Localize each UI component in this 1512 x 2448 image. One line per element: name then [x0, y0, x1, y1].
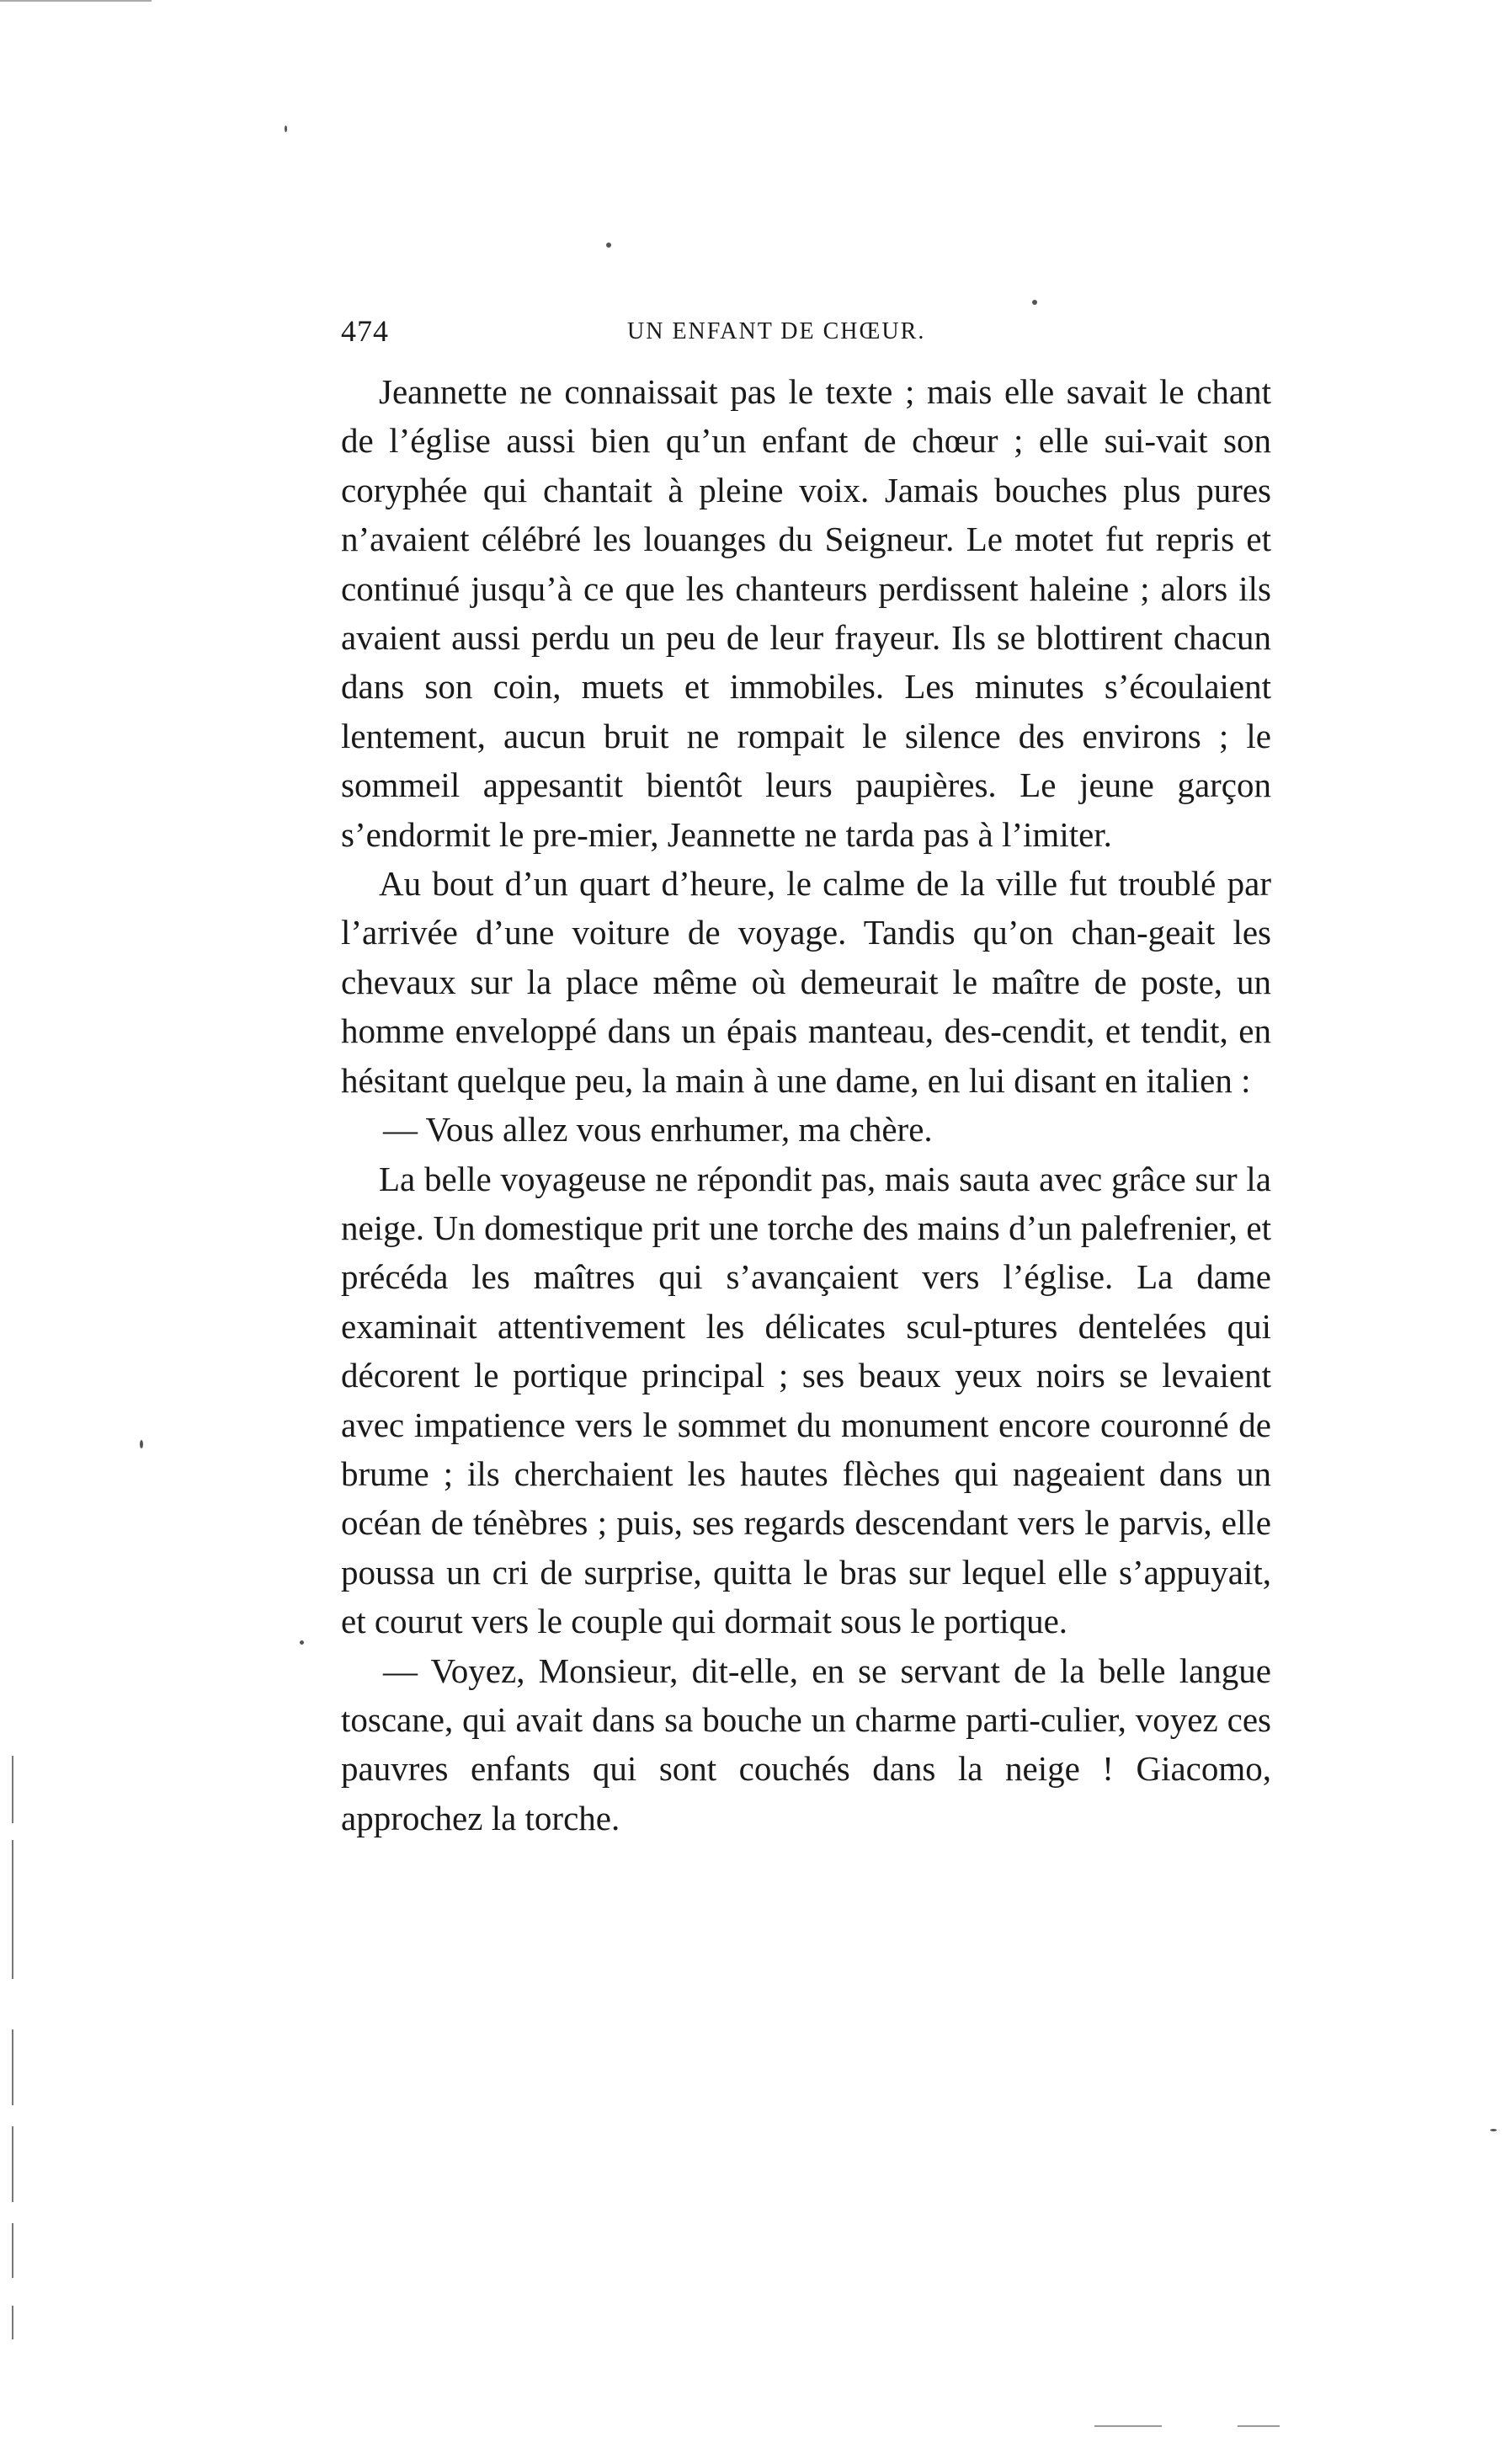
- paragraph: Au bout d’un quart d’heure, le calme de la ville fut troublé par l’arrivée d’une voiture de voyage. Tandis qu’on chan-geait les chevaux sur la place même où demeurait le maître de poste, un homme enveloppé dans un épais manteau, des-cendit, et tendit, en hésitant quelque peu, la main à une dame, en lui disant en italien :: [341, 864, 1271, 1100]
- margin-scan-line: [12, 1756, 13, 1823]
- margin-scan-line: [12, 2223, 13, 2278]
- dialogue-line: — Vous allez vous enrhumer, ma chère.: [383, 1110, 933, 1149]
- dialogue-line: — Voyez, Monsieur, dit-elle, en se servant de la belle langue toscane, qui avait dans sa bouche un charme parti-culier, voyez ces pauvres enfants qui sont couchés dans la neige ! Giacomo, approchez la torche.: [341, 1651, 1271, 1837]
- margin-scan-line: [12, 1840, 13, 1979]
- ink-speck: [606, 243, 611, 248]
- ink-speck: [1032, 300, 1037, 305]
- running-header: [341, 313, 1271, 355]
- ink-speck: [140, 1440, 143, 1448]
- body-text: [341, 367, 1271, 1843]
- margin-scan-line: [12, 2029, 13, 2105]
- scan-edge-mark: [1238, 2425, 1280, 2427]
- ink-speck: [300, 1640, 304, 1645]
- scan-edge-mark: [0, 0, 152, 2]
- ink-speck: [285, 125, 287, 132]
- margin-scan-line: [12, 2126, 13, 2202]
- page-number: 474: [341, 314, 389, 348]
- paragraph: Jeannette ne connaissait pas le texte ; mais elle savait le chant de l’église aussi bien qu’un enfant de chœur ; elle sui-vait son coryphée qui chantait à pleine voix. Jamais bouches plus pures n’avaient célébré les louanges du Seigneur. Le motet fut repris et continué jusqu’à ce que les chanteurs perdissent haleine ; alors ils avaient aussi perdu un peu de leur frayeur. Ils se blottirent chacun dans son coin, muets et immobiles. Les minutes s’écoulaient lentement, aucun bruit ne rompait le silence des environs ; le sommeil appesantit bientôt leurs paupières. Le jeune garçon s’endormit le pre-mier, Jeannette ne tarda pas à l’imiter.: [341, 372, 1271, 854]
- margin-scan-line: [12, 2306, 13, 2339]
- paragraph: La belle voyageuse ne répondit pas, mais sauta avec grâce sur la neige. Un domestique prit une torche des mains d’un palefrenier, et précéda les maîtres qui s’avançaient vers l’église. La dame examinait attentivement les délicates scul-ptures dentelées qui décorent le portique principal ; ses beaux yeux noirs se levaient avec impatience vers le sommet du monument encore couronné de brume ; ils cherchaient les hautes flèches qui nageaient dans un océan de ténèbres ; puis, ses regards descendant vers le parvis, elle poussa un cri de surprise, quitta le bras sur lequel elle s’appuyait, et courut vers le couple qui dormait sous le portique.: [341, 1159, 1271, 1641]
- ink-speck: [1490, 2129, 1497, 2131]
- running-title: UN ENFANT DE CHŒUR.: [627, 318, 926, 344]
- scan-edge-mark: [1094, 2425, 1162, 2427]
